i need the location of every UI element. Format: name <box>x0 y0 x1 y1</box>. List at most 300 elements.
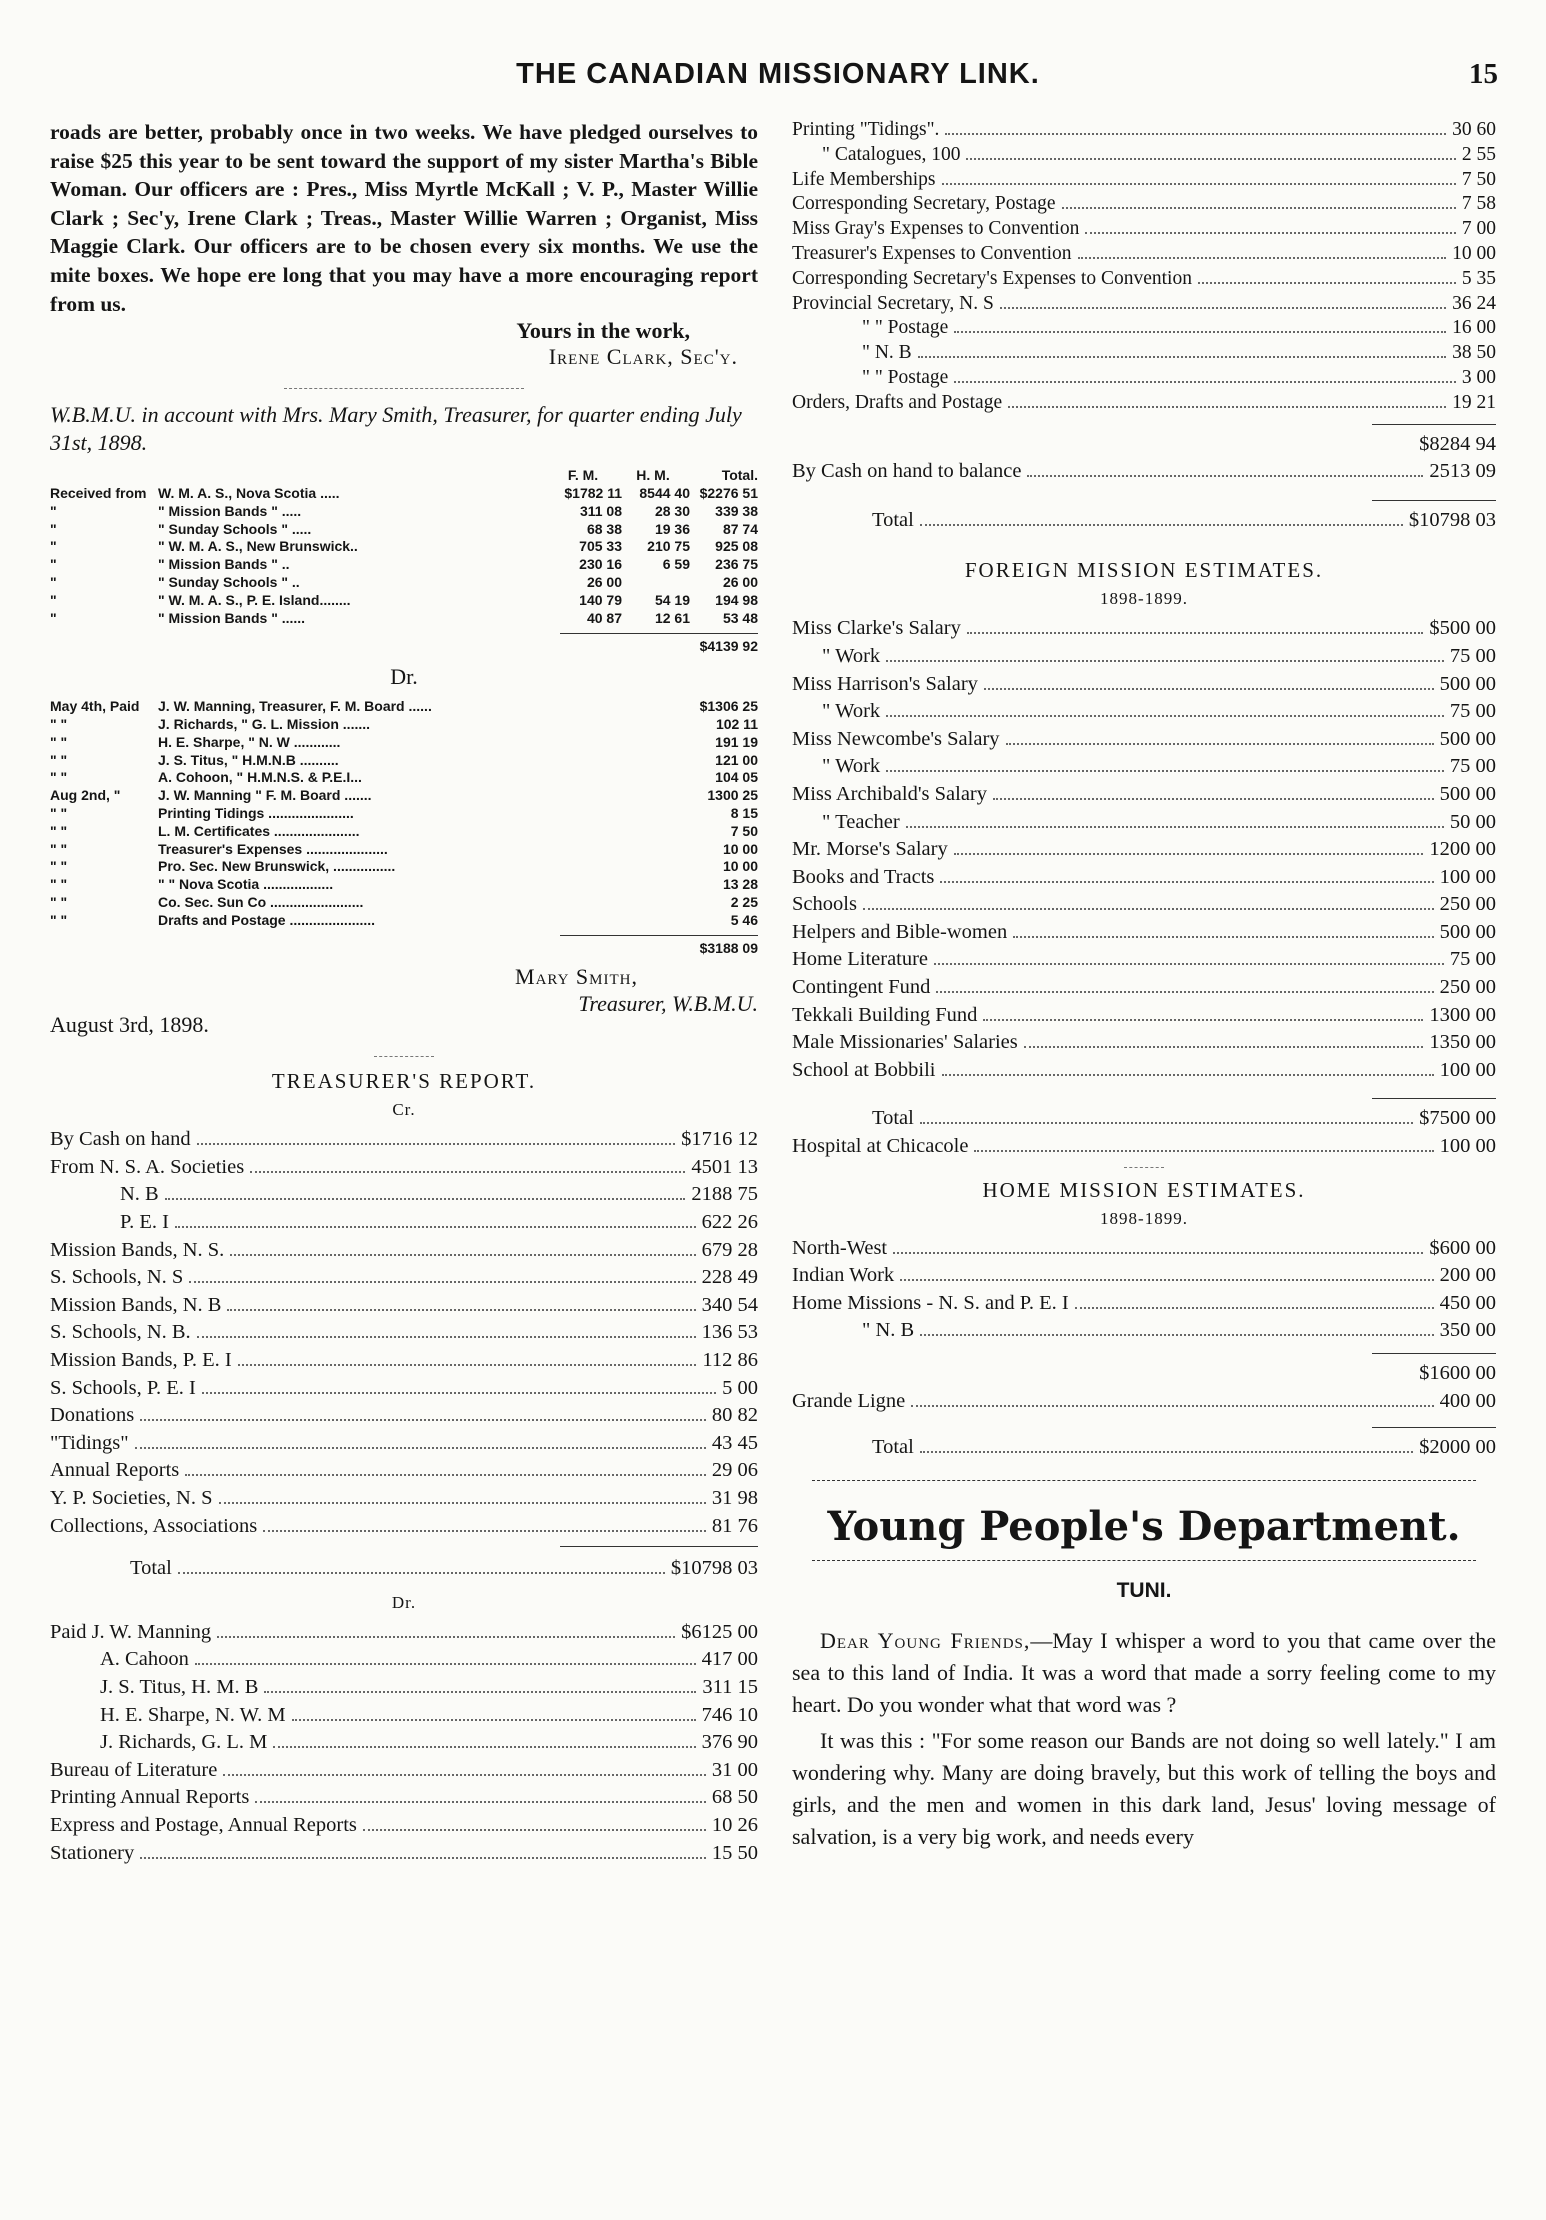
ledger-row <box>50 1402 758 1430</box>
treasurer-dr-continued-list <box>792 118 1496 416</box>
account-column-headers <box>50 467 758 485</box>
row-amount: 7 58 <box>1461 193 1496 215</box>
account-received-list <box>50 485 758 627</box>
row-prefix: " " <box>50 840 68 857</box>
leader-dots <box>940 881 1433 883</box>
paid-row <box>50 876 758 894</box>
row-hm: 210 75 <box>647 538 690 555</box>
row-label: Y. P. Societies, N. S <box>50 1487 213 1509</box>
leader-dots <box>934 963 1444 965</box>
row-label: S. Schools, N. B. <box>50 1321 191 1344</box>
row-amount: 3 00 <box>1461 366 1496 388</box>
treasurer-balance-row <box>792 458 1496 486</box>
row-label: Home Literature <box>792 948 929 971</box>
home-subtotal: $1600 00 <box>1419 1362 1496 1384</box>
treasurer-report-title: TREASURER'S REPORT. <box>271 1069 537 1094</box>
row-desc-wrap <box>158 485 554 503</box>
row-desc: J. W. Manning, Treasurer, F. M. Board ...... <box>158 698 432 715</box>
row-total: 10 00 <box>722 858 758 875</box>
ledger-row <box>792 1317 1496 1345</box>
grande-label: Grande Ligne <box>792 1389 906 1412</box>
paid-row <box>50 858 758 876</box>
ledger-row <box>792 192 1496 217</box>
row-fm: 68 38 <box>586 520 622 537</box>
row-amount: 228 49 <box>701 1266 758 1289</box>
divider <box>1372 424 1496 425</box>
leader-dots <box>945 133 1446 135</box>
row-label: "Tidings" <box>50 1431 129 1454</box>
row-fm: 705 33 <box>579 538 622 555</box>
row-amount: 679 28 <box>701 1238 758 1261</box>
divider <box>812 1480 1476 1481</box>
ledger-row <box>792 242 1496 267</box>
account-paid-list <box>50 698 758 929</box>
leader-dots <box>1078 257 1447 259</box>
row-amount: 100 00 <box>1439 865 1496 888</box>
ledger-row <box>792 391 1496 416</box>
row-amount: 250 00 <box>1439 976 1496 999</box>
row-desc: Printing Tidings ...................... <box>158 804 354 821</box>
row-amount: 200 00 <box>1439 1264 1496 1287</box>
foreign-list <box>792 615 1496 1084</box>
ledger-row <box>792 891 1496 919</box>
row-label: Mission Bands, N. B <box>50 1293 222 1316</box>
letter-paragraph: roads are better, probably once in two weeks. We have pledged ourselves to raise $25 this year to be sent toward the support of my sister Martha's Bible Woman. Our officers are : Pres., Miss Myrtle McKall ; V. P., Master Willie Clark ; Sec'y, Irene Clark ; Treas., Master Willie Warren ; Organist, Miss Maggie Clark. Our officers are to be chosen every six months. We use the mite boxes. We hope ere long that you may have a more encouraging report from us. <box>50 120 758 316</box>
row-amount: $600 00 <box>1429 1236 1496 1259</box>
hospital-amount: 100 00 <box>1439 1135 1496 1158</box>
row-total: 7 50 <box>730 822 758 839</box>
row-total: 104 05 <box>715 769 758 786</box>
ledger-row <box>50 1619 758 1647</box>
leader-dots <box>263 1530 706 1532</box>
leader-dots <box>920 1334 1433 1336</box>
row-prefix: " <box>50 609 57 626</box>
leader-dots <box>1024 1046 1424 1048</box>
leader-dots <box>255 1801 706 1803</box>
row-desc: W. M. A. S., Nova Scotia ..... <box>158 484 340 501</box>
row-label: H. E. Sharpe, N. W. M <box>100 1703 286 1726</box>
leader-dots <box>967 632 1424 634</box>
ledger-row <box>792 974 1496 1002</box>
ledger-row <box>792 671 1496 699</box>
row-label: A. Cahoon <box>100 1648 189 1671</box>
row-total: 121 00 <box>715 751 758 768</box>
row-label: Home Missions - N. S. and P. E. I <box>792 1291 1069 1314</box>
leader-dots <box>942 1074 1434 1076</box>
row-amount: 1300 00 <box>1429 1003 1496 1026</box>
row-amount: 31 00 <box>711 1758 758 1781</box>
row-amount: 746 10 <box>701 1703 758 1726</box>
row-total: 925 08 <box>715 538 758 555</box>
row-label: " Teacher <box>822 810 900 833</box>
leader-dots <box>920 1122 1413 1124</box>
row-prefix: Received from <box>50 484 147 501</box>
row-label: Donations <box>50 1404 135 1427</box>
ledger-row <box>50 1126 758 1154</box>
row-amount: 75 00 <box>1449 700 1496 723</box>
row-desc: L. M. Certificates ...................... <box>158 822 360 839</box>
ledger-row <box>792 615 1496 643</box>
row-desc-wrap <box>158 556 554 574</box>
row-amount: 250 00 <box>1439 893 1496 916</box>
ledger-row <box>792 753 1496 781</box>
leader-dots <box>185 1474 706 1476</box>
row-total: 236 75 <box>715 556 758 573</box>
leader-dots <box>886 770 1444 772</box>
ledger-row <box>792 809 1496 837</box>
row-label: " Work <box>822 700 881 723</box>
row-desc: " Mission Bands " .. <box>158 556 290 573</box>
row-amount: $1716 12 <box>681 1128 758 1151</box>
row-desc-wrap <box>158 574 554 592</box>
row-hm: 6 59 <box>662 556 690 573</box>
row-prefix: " " <box>50 911 68 928</box>
row-desc: J. S. Titus, " H.M.N.B .......... <box>158 751 339 768</box>
leader-dots <box>906 826 1444 828</box>
grande-amount: 400 00 <box>1439 1389 1496 1412</box>
young-people-paragraph-2: It was this : "For some reason our Bands are not doing so well lately." I am wondering why. Many are doing bravely, but this work of telling the boys and girls, and the men and women in this dark land, Jesus' loving message of salvation, is a very big work, and needs every <box>792 1727 1496 1849</box>
row-label: Life Memberships <box>792 168 936 190</box>
row-total: $2276 51 <box>699 484 758 501</box>
leader-dots <box>250 1171 685 1173</box>
row-amount: 622 26 <box>701 1211 758 1234</box>
row-desc-wrap <box>158 538 554 556</box>
leader-dots <box>863 908 1434 910</box>
row-amount: 30 60 <box>1452 119 1496 140</box>
row-label: Printing "Tidings". <box>792 119 940 140</box>
row-label: Indian Work <box>792 1264 895 1287</box>
leader-dots <box>264 1691 696 1693</box>
divider <box>1372 1098 1496 1099</box>
row-label: " Work <box>822 644 881 667</box>
row-desc: " Mission Bands " ...... <box>158 609 306 626</box>
row-desc-wrap <box>158 592 554 610</box>
row-amount: 1200 00 <box>1429 838 1496 861</box>
ledger-row <box>792 118 1496 143</box>
leader-dots <box>140 1419 706 1421</box>
row-prefix: Aug 2nd, " <box>50 787 121 804</box>
row-amount: 112 86 <box>702 1349 758 1372</box>
total-amount: $7500 00 <box>1419 1107 1496 1130</box>
row-amount: 500 00 <box>1439 727 1496 750</box>
row-total: 102 11 <box>715 715 758 732</box>
paid-row <box>50 752 758 770</box>
ledger-row <box>792 1290 1496 1318</box>
home-list <box>792 1235 1496 1345</box>
row-label: " N. B <box>862 1319 915 1342</box>
leader-dots <box>918 356 1446 358</box>
row-label: Corresponding Secretary's Expenses to Convention <box>792 267 1192 289</box>
row-hm: 12 61 <box>654 609 690 626</box>
col-fm: F. M. <box>567 467 599 484</box>
row-label: Mr. Morse's Salary <box>792 838 948 861</box>
received-row <box>50 592 758 610</box>
ledger-row <box>792 726 1496 754</box>
row-label: North-West <box>792 1236 888 1259</box>
ledger-row <box>50 1237 758 1265</box>
ledger-row <box>50 1209 758 1237</box>
leader-dots <box>1013 936 1433 938</box>
home-title: HOME MISSION ESTIMATES. <box>982 1177 1306 1202</box>
row-total: 339 38 <box>715 502 758 519</box>
received-row <box>50 556 758 574</box>
row-amount: 1350 00 <box>1429 1031 1496 1054</box>
letter-signature: Irene Clark, Sec'y. <box>548 344 738 370</box>
ledger-row <box>50 1292 758 1320</box>
leader-dots <box>219 1502 706 1504</box>
row-desc: H. E. Sharpe, " N. W ............ <box>158 733 341 750</box>
young-people-place: TUNI. <box>1116 1578 1172 1602</box>
home-years: 1898-1899. <box>1100 1208 1188 1228</box>
treasurer-dr-list <box>50 1619 758 1867</box>
row-prefix: " <box>50 538 57 555</box>
divider <box>1124 1167 1164 1168</box>
leader-dots <box>886 660 1444 662</box>
leader-dots <box>140 1857 706 1859</box>
divider <box>560 1546 758 1547</box>
row-amount: 10 00 <box>1452 242 1496 264</box>
ledger-row <box>50 1513 758 1541</box>
leader-dots <box>189 1281 695 1283</box>
col-total: Total. <box>721 467 758 484</box>
paid-total: $3188 09 <box>699 940 758 957</box>
treasurer-cr-label: Cr. <box>392 1100 416 1120</box>
ledger-row <box>792 292 1496 317</box>
divider <box>560 935 758 936</box>
ledger-row <box>792 217 1496 242</box>
divider <box>374 1056 434 1057</box>
row-label: Annual Reports <box>50 1459 180 1482</box>
row-prefix: " " <box>50 893 68 910</box>
paid-row <box>50 823 758 841</box>
row-label: Bureau of Literature <box>50 1758 218 1781</box>
total-label: Total <box>130 1557 172 1580</box>
row-total: 10 00 <box>722 840 758 857</box>
row-amount: 5 35 <box>1461 267 1496 289</box>
row-label: Miss Clarke's Salary <box>792 617 961 640</box>
received-row <box>50 485 758 503</box>
row-label: Miss Harrison's Salary <box>792 672 978 695</box>
row-desc: J. W. Manning " F. M. Board ....... <box>158 787 372 804</box>
paid-row <box>50 787 758 805</box>
ledger-row <box>50 1646 758 1674</box>
row-label: Mission Bands, N. S. <box>50 1238 225 1261</box>
leader-dots <box>954 381 1456 383</box>
ledger-row <box>792 366 1496 391</box>
ledger-row <box>50 1702 758 1730</box>
ledger-row <box>792 946 1496 974</box>
ledger-row <box>50 1784 758 1812</box>
leader-dots <box>197 1143 675 1145</box>
row-prefix: " " <box>50 876 68 893</box>
leader-dots <box>1198 282 1456 284</box>
row-label: " " Postage <box>862 366 949 388</box>
row-desc: Pro. Sec. New Brunswick, ................ <box>158 858 396 875</box>
divider <box>560 633 758 634</box>
ledger-row <box>50 1485 758 1513</box>
received-row <box>50 538 758 556</box>
row-amount: 7 50 <box>1461 168 1496 190</box>
row-prefix: " " <box>50 733 68 750</box>
row-prefix: " " <box>50 804 68 821</box>
right-column <box>792 118 1496 1853</box>
row-label: Printing Annual Reports <box>50 1786 250 1809</box>
row-label: Schools <box>792 893 857 916</box>
ledger-row <box>50 1181 758 1209</box>
row-amount: $6125 00 <box>681 1620 758 1643</box>
leader-dots <box>983 1019 1423 1021</box>
row-total: 1300 25 <box>707 787 758 804</box>
leader-dots <box>197 1336 696 1338</box>
row-desc: " W. M. A. S., New Brunswick.. <box>158 538 358 555</box>
leader-dots <box>273 1746 695 1748</box>
ledger-row <box>50 1729 758 1757</box>
row-amount: 31 98 <box>711 1487 758 1509</box>
row-amount: 136 53 <box>701 1321 758 1344</box>
ledger-row <box>792 864 1496 892</box>
leader-dots <box>217 1636 675 1638</box>
grande-ligne-row <box>792 1388 1496 1416</box>
row-label: Stationery <box>50 1841 135 1864</box>
received-row <box>50 503 758 521</box>
row-amount: 10 26 <box>711 1813 758 1836</box>
hospital-row <box>792 1133 1496 1161</box>
treasurer-subtotal: $8284 94 <box>1419 432 1496 455</box>
leader-dots <box>936 991 1433 993</box>
page-number: 15 <box>1469 58 1498 90</box>
row-label: Miss Gray's Expenses to Convention <box>792 218 1080 240</box>
leader-dots <box>202 1392 716 1394</box>
divider <box>1372 500 1496 501</box>
row-amount: 81 76 <box>711 1514 758 1537</box>
row-amount: 19 21 <box>1452 391 1496 413</box>
row-fm: 230 16 <box>579 556 622 573</box>
received-total: $4139 92 <box>699 638 758 655</box>
row-desc: Drafts and Postage ...................... <box>158 911 376 928</box>
row-amount: 75 00 <box>1449 644 1496 667</box>
row-amount: 75 00 <box>1449 755 1496 778</box>
ledger-row <box>792 341 1496 366</box>
leader-dots <box>966 158 1455 160</box>
ledger-row <box>792 267 1496 292</box>
leader-dots <box>1062 207 1456 209</box>
row-label: Collections, Associations <box>50 1514 258 1537</box>
row-amount: 16 00 <box>1452 317 1496 339</box>
paid-row <box>50 894 758 912</box>
balance-label: By Cash on hand to balance <box>792 460 1022 483</box>
paid-row <box>50 716 758 734</box>
ledger-row <box>792 643 1496 671</box>
row-label: " " Postage <box>862 317 949 339</box>
home-total-row <box>792 1434 1496 1462</box>
ledger-row <box>50 1375 758 1403</box>
leader-dots <box>195 1663 696 1665</box>
leader-dots <box>993 798 1434 800</box>
row-prefix: " <box>50 573 57 590</box>
row-hm: 8544 40 <box>639 484 690 501</box>
row-amount: 340 54 <box>701 1293 758 1316</box>
row-desc: " Sunday Schools " .. <box>158 573 300 590</box>
total-label: Total <box>872 508 914 531</box>
account-heading: W.B.M.U. in account with Mrs. Mary Smith, Treasurer, for quarter ending July 31st, 1898. <box>50 402 742 456</box>
row-amount: 100 00 <box>1439 1058 1496 1081</box>
ledger-row <box>792 1235 1496 1263</box>
row-prefix: " " <box>50 751 68 768</box>
row-fm: 140 79 <box>579 591 622 608</box>
row-desc: " " Nova Scotia .................. <box>158 876 334 893</box>
row-desc-wrap <box>158 610 554 628</box>
row-total: 8 15 <box>730 804 758 821</box>
ledger-row <box>792 919 1496 947</box>
row-label: J. S. Titus, H. M. B <box>100 1675 259 1698</box>
row-prefix: " " <box>50 769 68 786</box>
row-amount: 7 00 <box>1461 218 1496 240</box>
row-total: $1306 25 <box>699 698 758 715</box>
treasurer-dr-label: Dr. <box>391 1592 417 1612</box>
ledger-row <box>792 168 1496 193</box>
row-prefix: " " <box>50 858 68 875</box>
ledger-row <box>792 316 1496 341</box>
row-desc-wrap <box>158 503 554 521</box>
paid-row <box>50 734 758 752</box>
foreign-years: 1898-1899. <box>1100 589 1188 609</box>
paid-row <box>50 698 758 716</box>
divider <box>284 388 524 389</box>
treasurer-title: Treasurer, W.B.M.U. <box>578 991 758 1017</box>
row-label: " N. B <box>862 342 912 364</box>
row-total: 5 46 <box>730 911 758 928</box>
leader-dots <box>1008 406 1446 408</box>
total-label: Total <box>872 1436 914 1459</box>
row-fm: $1782 11 <box>564 484 622 501</box>
row-amount: 4501 13 <box>691 1155 758 1178</box>
row-prefix: " " <box>50 715 68 732</box>
row-label: Mission Bands, P. E. I <box>50 1349 232 1372</box>
row-label: Paid J. W. Manning <box>50 1620 212 1643</box>
paid-row <box>50 805 758 823</box>
leader-dots <box>238 1364 697 1366</box>
treasurer-cr-list <box>50 1126 758 1540</box>
leader-dots <box>974 1150 1433 1152</box>
row-amount: 417 00 <box>701 1648 758 1671</box>
treasurer-total-row <box>792 507 1496 535</box>
paid-row <box>50 841 758 859</box>
ledger-row <box>792 1057 1496 1085</box>
page-title: THE CANADIAN MISSIONARY LINK. <box>516 58 1040 90</box>
row-desc-wrap <box>158 521 554 539</box>
ledger-row <box>50 1430 758 1458</box>
row-amount: 29 06 <box>711 1459 758 1482</box>
balance-amount: 2513 09 <box>1429 460 1496 483</box>
row-amount: 36 24 <box>1452 292 1496 314</box>
leader-dots <box>954 331 1446 333</box>
leader-dots <box>227 1309 695 1311</box>
row-total: 194 98 <box>715 591 758 608</box>
leader-dots <box>984 688 1434 690</box>
account-date: August 3rd, 1898. <box>50 1012 209 1038</box>
row-prefix: May 4th, Paid <box>50 698 140 715</box>
row-amount: 2 55 <box>1461 143 1496 165</box>
received-row <box>50 574 758 592</box>
page-header <box>58 58 1498 108</box>
ledger-row <box>792 836 1496 864</box>
treasurer-name: Mary Smith, <box>515 964 638 990</box>
row-label: S. Schools, N. S <box>50 1266 184 1289</box>
row-hm: 54 19 <box>654 591 690 608</box>
row-fm: 40 87 <box>586 609 622 626</box>
leader-dots <box>954 853 1424 855</box>
paid-row <box>50 912 758 930</box>
